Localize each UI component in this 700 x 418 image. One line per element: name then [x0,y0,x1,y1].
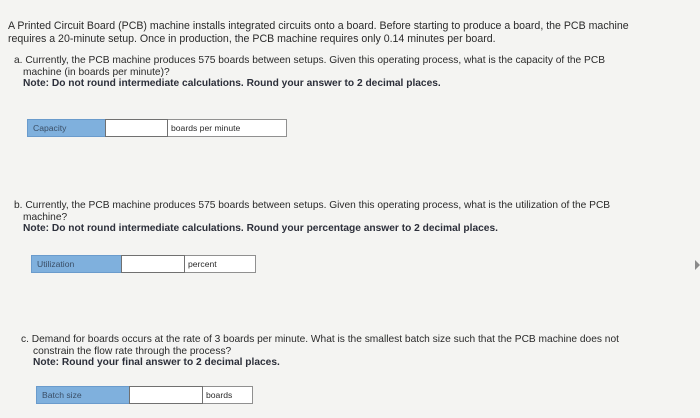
question-c-line-1: c. Demand for boards occurs at the rate of 3 boards per minute. What is the smallest batch size such that the PCB machine does not [21,334,619,345]
batch-size-input[interactable] [129,386,203,404]
question-a [14,55,664,90]
question-b-note: Note: Do not round intermediate calculations. Round your percentage answer to 2 decimal places. [23,223,498,234]
question-b-line-2: machine? [23,211,68,223]
capacity-input[interactable] [105,119,168,137]
answer-row-capacity [27,119,287,137]
batch-size-unit: boards [203,386,253,404]
utilization-unit: percent [185,255,256,273]
intro-line-1: A Printed Circuit Board (PCB) machine installs integrated circuits onto a board. Before starting to produce a board, the PCB machine [8,20,629,32]
capacity-label: Capacity [27,119,107,137]
question-b [14,200,664,235]
capacity-unit: boards per minute [168,119,287,137]
question-c-note: Note: Round your final answer to 2 decimal places. [33,357,280,368]
intro-line-2: requires a 20-minute setup. Once in production, the PCB machine requires only 0.14 minutes per board. [8,32,496,45]
answer-row-utilization [31,255,256,273]
problem-intro [8,20,680,45]
question-c-line-2: constrain the flow rate through the process? [33,345,232,357]
pointer-arrow-icon [695,260,700,270]
utilization-label: Utilization [31,255,123,273]
question-a-note: Note: Do not round intermediate calculations. Round your answer to 2 decimal places. [23,78,441,89]
question-c [21,334,671,369]
question-a-line-1: a. Currently, the PCB machine produces 575 boards between setups. Given this operating process, what is the capacity of the PCB [14,55,606,66]
batch-size-label: Batch size [36,386,131,404]
question-b-line-1: b. Currently, the PCB machine produces 575 boards between setups. Given this operating process, what is the utilization of the PCB [14,200,611,211]
utilization-input[interactable] [121,255,185,273]
question-a-line-2: machine (in boards per minute)? [23,66,170,78]
answer-row-batch-size [36,386,253,404]
